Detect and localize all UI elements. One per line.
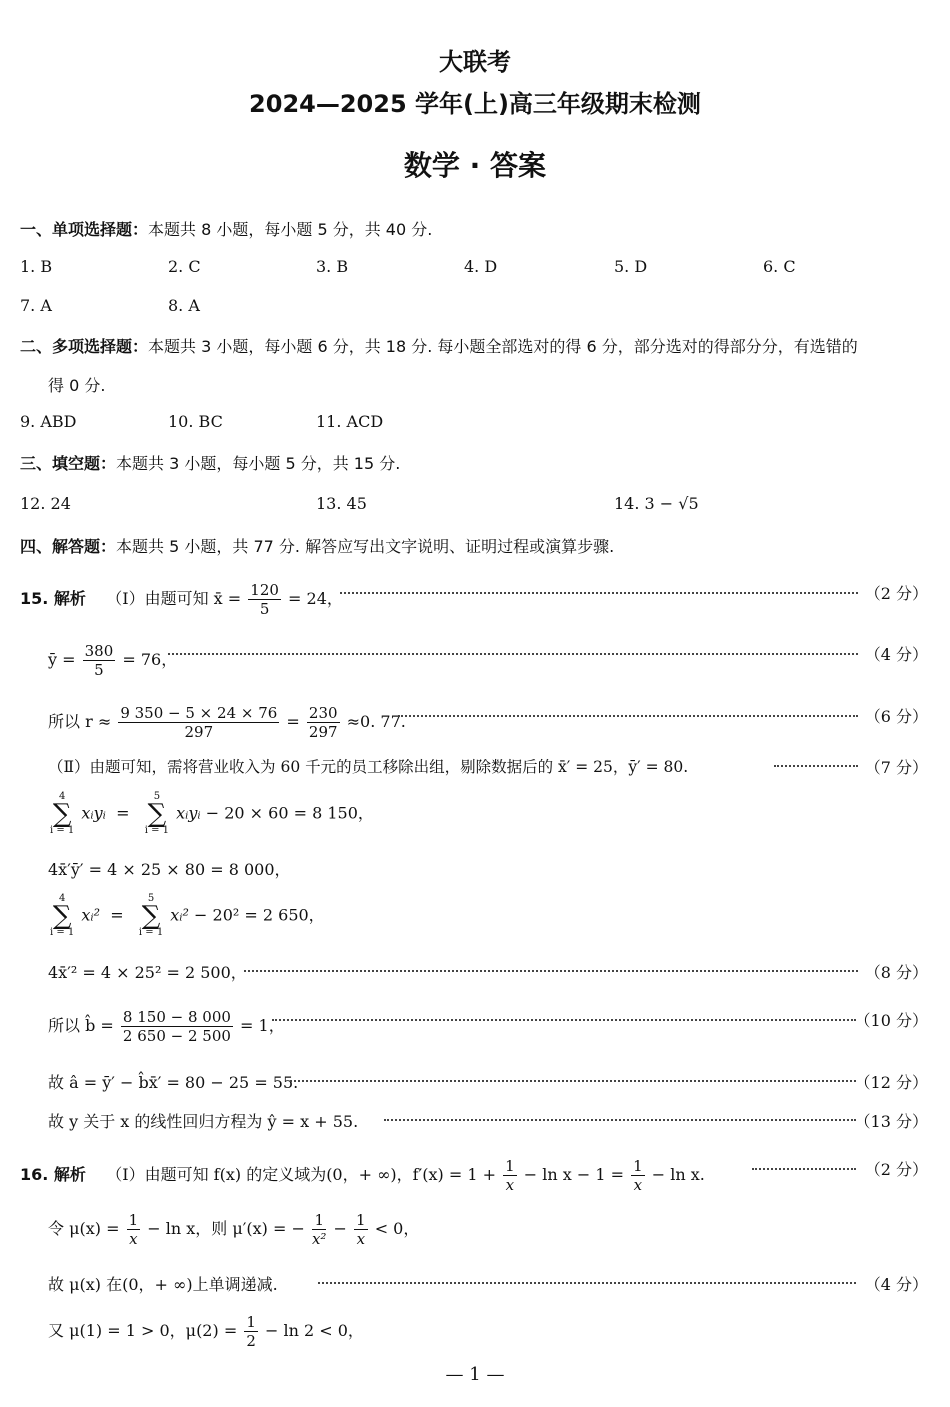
leader-dots bbox=[752, 1168, 856, 1170]
page-number: — 1 — bbox=[445, 1364, 505, 1385]
sum-symbol: 4 ∑ i = 1 bbox=[50, 893, 75, 938]
exam-title: 2024—2025 学年(上)高三年级期末检测 bbox=[249, 90, 701, 118]
q16-line-4: 又 μ(1) = 1 > 0，μ(2) = $\frac{1}{2}$ − ln 2 < 0， bbox=[48, 1313, 364, 1350]
answer-3: 3. B bbox=[316, 257, 349, 276]
fraction: $\frac{1}{x}$ bbox=[356, 1211, 366, 1248]
q15-line-2: ȳ = $\frac{380}{5}$ = 76， （4 分） bbox=[48, 642, 928, 679]
fraction: $\frac{1}{\text{x²}}$ bbox=[311, 1211, 327, 1248]
fraction: $\frac{9 350 - 5 \times 24 \times 76}{297}$ bbox=[120, 704, 278, 741]
answer-11: 11. ACD bbox=[316, 412, 384, 431]
sum-symbol: 5 ∑ i = 1 bbox=[144, 791, 170, 836]
leader-dots bbox=[244, 970, 858, 972]
section-2-heading: 二、多项选择题：本题共 3 小题，每小题 6 分，共 18 分. 每小题全部选对的得 6 分，部分选对的得部分分，有选错的 bbox=[20, 337, 858, 356]
answer-2: 2. C bbox=[168, 257, 201, 276]
section-3-heading: 三、填空题：本题共 3 小题，每小题 5 分，共 15 分. bbox=[20, 454, 401, 473]
answer-14: 14. 3 − √5 bbox=[614, 494, 699, 513]
fraction: $\frac{1}{2}$ bbox=[246, 1313, 256, 1350]
q16-line-1: 16. 解析 （Ⅰ）由题可知 f(x) 的定义域为(0，+ ∞)，f′(x) = 1 + $\frac{1}{x}$ − ln x − 1 = $\frac{1}{x}$ − ln x. （2 分） bbox=[20, 1157, 928, 1194]
leader-dots bbox=[168, 653, 858, 655]
q15-line-9: 所以 b̂ = $\frac{8 150 - 8 000}{2 650 - 2 500}$ = 1， （10 分） bbox=[48, 1008, 928, 1045]
leader-dots bbox=[318, 1282, 856, 1284]
q15-line-11: 故 y 关于 x 的线性回归方程为 ŷ = x + 55. （13 分） bbox=[0, 1109, 950, 1133]
answer-7: 7. A bbox=[20, 296, 52, 315]
fraction: $\frac{1}{x}$ bbox=[128, 1211, 139, 1248]
fraction: $\frac{380}{5}$ bbox=[84, 642, 114, 679]
leader-dots bbox=[272, 1019, 856, 1021]
leader-dots bbox=[340, 592, 858, 594]
fraction: $\frac{120}{5}$ bbox=[250, 581, 279, 618]
leader-dots bbox=[384, 1119, 856, 1121]
answer-12: 12. 24 bbox=[20, 494, 71, 513]
score: （2 分） bbox=[864, 1160, 928, 1179]
answer-6: 6. C bbox=[763, 257, 796, 276]
q15-sum-line-2: 4 ∑ i = 1 xᵢ² = 5 ∑ i = 1 xᵢ² − 20² = 2 650， bbox=[50, 893, 325, 938]
answer-1: 1. B bbox=[20, 257, 53, 276]
score: （4 分） bbox=[864, 645, 928, 664]
q15-sum-line-1: 4 ∑ i = 1 xᵢyᵢ = 5 ∑ i = 1 xᵢyᵢ − 20 × 60 = 8 150， bbox=[50, 791, 374, 836]
answer-8: 8. A bbox=[168, 296, 200, 315]
section-2-heading-cont: 得 0 分. bbox=[48, 376, 106, 395]
score: （10 分） bbox=[854, 1011, 928, 1030]
score: （13 分） bbox=[854, 1112, 928, 1131]
leader-dots bbox=[398, 715, 858, 717]
score: （7 分） bbox=[864, 758, 928, 777]
answer-10: 10. BC bbox=[168, 412, 223, 431]
score: （12 分） bbox=[854, 1073, 928, 1092]
answer-9: 9. ABD bbox=[20, 412, 77, 431]
sum-symbol: 5 ∑ i = 1 bbox=[138, 893, 164, 938]
q16-line-2: 令 μ(x) = $\frac{1}{x}$ − ln x，则 μ′(x) = − $\frac{1}{\text{x²}}$ − $\frac{1}{x}$ < 0， bbox=[48, 1211, 420, 1248]
score: （8 分） bbox=[864, 963, 928, 982]
q15-label: 15. 解析 bbox=[20, 589, 86, 608]
q15-line-3: 所以 r ≈ $\frac{9 350 - 5 \times 24 \times 76}{297}$ = $\frac{230}{297}$ ≈0. 77. （6 分） bbox=[48, 704, 928, 741]
subject-title: 数学 · 答案 bbox=[403, 149, 547, 182]
sum-symbol: 4 ∑ i = 1 bbox=[50, 791, 75, 836]
q15-line-4: （Ⅱ）由题可知，需将营业收入为 60 千元的员工移除出组，剔除数据后的 x̄′ = 25，ȳ′ = 80. （7 分） bbox=[0, 755, 950, 779]
score: （2 分） bbox=[864, 584, 928, 603]
leader-dots bbox=[290, 1080, 856, 1082]
section-1-heading: 一、单项选择题：本题共 8 小题，每小题 5 分，共 40 分. bbox=[20, 220, 433, 239]
fraction: $\frac{8 150 - 8 000}{2 650 - 2 500}$ bbox=[122, 1008, 231, 1045]
fraction: $\frac{1}{x}$ bbox=[505, 1157, 515, 1194]
q15-line-8: 4x̄′² = 4 × 25² = 2 500， （8 分） bbox=[0, 960, 950, 984]
q15-line-6: 4x̄′ȳ′ = 4 × 25 × 80 = 8 000， bbox=[48, 860, 291, 879]
answer-13: 13. 45 bbox=[316, 494, 367, 513]
fraction: $\frac{230}{297}$ bbox=[308, 704, 338, 741]
q15-line-10: 故 â = ȳ′ − b̂x̄′ = 80 − 25 = 55. （12 分） bbox=[0, 1070, 950, 1094]
score: （4 分） bbox=[864, 1275, 928, 1294]
q16-label: 16. 解析 bbox=[20, 1165, 86, 1184]
q15-line-1: 15. 解析 （Ⅰ）由题可知 x̄ = $\frac{120}{5}$ = 24， （2 分） bbox=[20, 581, 928, 618]
score: （6 分） bbox=[864, 707, 928, 726]
leader-dots bbox=[774, 765, 858, 767]
org-title: 大联考 bbox=[439, 48, 511, 76]
answer-5: 5. D bbox=[614, 257, 648, 276]
answer-4: 4. D bbox=[464, 257, 498, 276]
fraction: $\frac{1}{x}$ bbox=[633, 1157, 643, 1194]
section-4-heading: 四、解答题：本题共 5 小题，共 77 分. 解答应写出文字说明、证明过程或演算步骤. bbox=[20, 537, 615, 556]
q16-line-3: 故 μ(x) 在(0，+ ∞)上单调递减. （4 分） bbox=[0, 1272, 950, 1296]
